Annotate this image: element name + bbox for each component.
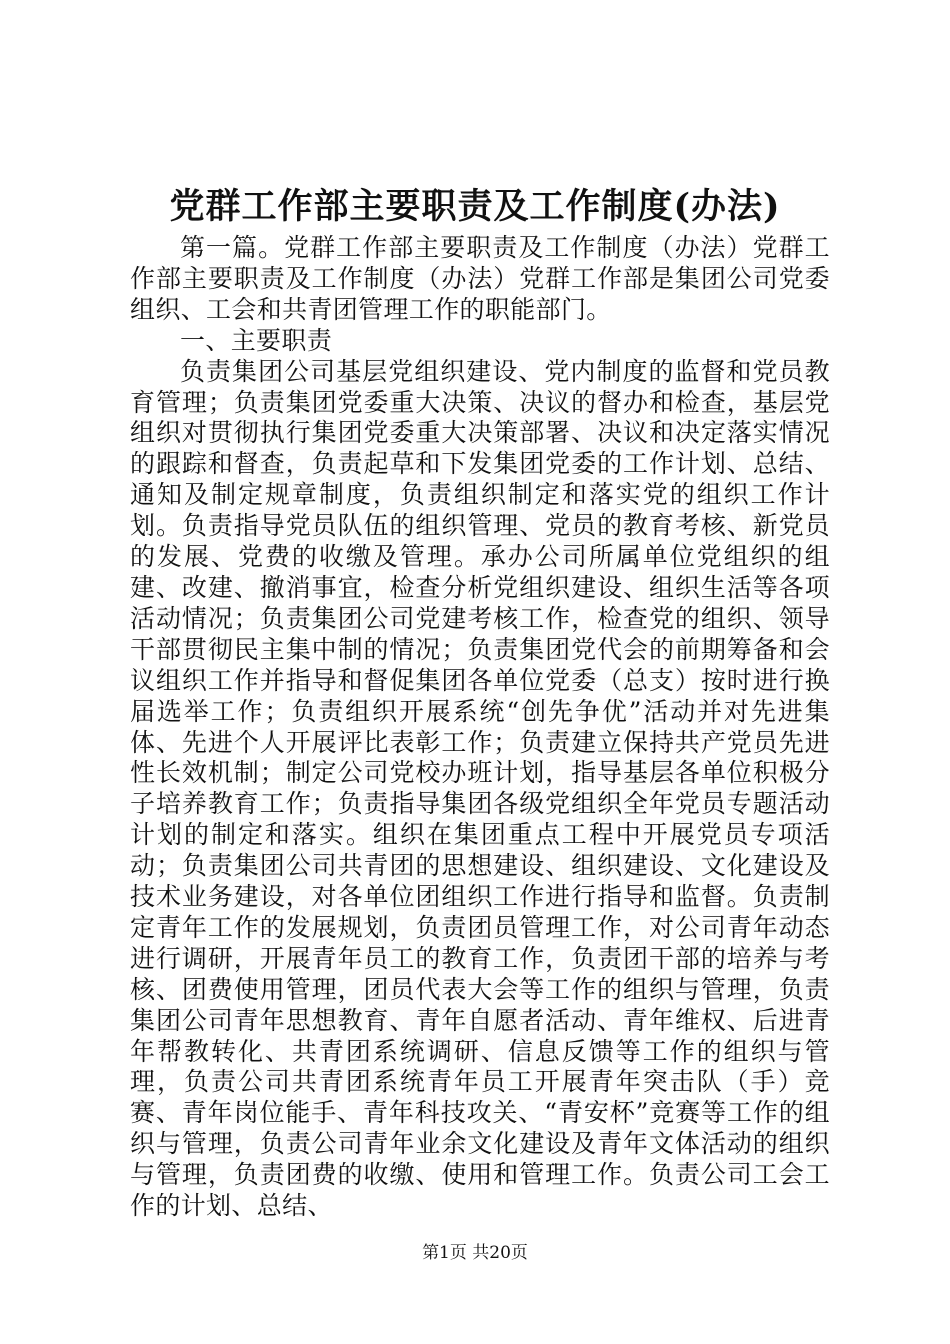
section-heading: 一、主要职责 xyxy=(180,325,333,355)
page-footer: 第1页 共20页 xyxy=(422,1243,528,1263)
document-body xyxy=(130,233,830,1222)
paragraph-main-duties: 负责集团公司基层党组织建设、党内制度的监督和党员教育管理；负责集团党委重大决策、决议的督办和检查，基层党组织对贯彻执行集团党委重大决策部署、决议和决定落实情况的跟踪和督查，负责起草和下发集团党委的工作计划、总结、通知及制定规章制度，负责组织制定和落实党的组织工作计划。负责指导党员队伍的组织管理、党员的教育考核、新党员的发展、党费的收缴及管理。承办公司所属单位党组织的组建、改建、撤消事宜，检查分析党组织建设、组织生活等各项活动情况；负责集团公司党建考核工作，检查党的组织、领导干部贯彻民主集中制的情况；负责集团党代会的前期筹备和会议组织工作并指导和督促集团各单位党委（总支）按时进行换届选举工作；负责组织开展系统“创先争优”活动并对先进集体、先进个人开展评比表彰工作；负责建立保持共产党员先进性长效机制；制定公司党校办班计划，指导基层各单位积极分子培养教育工作；负责指导集团各级党组织全年党员专题活动计划的制定和落实。组织在集团重点工程中开展党员专项活动；负责集团公司共青团的思想建设、组织建设、文化建设及技术业务建设，对各单位团组织工作进行指导和监督。负责制定青年工作的发展规划，负责团员管理工作，对公司青年动态进行调研，开展青年员工的教育工作，负责团干部的培养与考核、团费使用管理，团员代表大会等工作的组织与管理，负责集团公司青年思想教育、青年自愿者活动、青年维权、后进青年帮教转化、共青团系统调研、信息反馈等工作的组织与管理，负责公司共青团系统青年员工开展青年突击队（手）竞赛、青年岗位能手、青年科技攻关、“青安杯”竞赛等工作的组织与管理，负责公司青年业余文化建设及青年文体活动的组织与管理，负责团费的收缴、使用和管理工作。负责公司工会工作的计划、总结、 xyxy=(130,356,830,1221)
document-title: 党群工作部主要职责及工作制度(办法) xyxy=(169,186,781,227)
paragraph-intro: 第一篇。党群工作部主要职责及工作制度（办法）党群工作部主要职责及工作制度（办法）党群工作部是集团公司党委组织、工会和共青团管理工作的职能部门。 xyxy=(130,233,830,324)
